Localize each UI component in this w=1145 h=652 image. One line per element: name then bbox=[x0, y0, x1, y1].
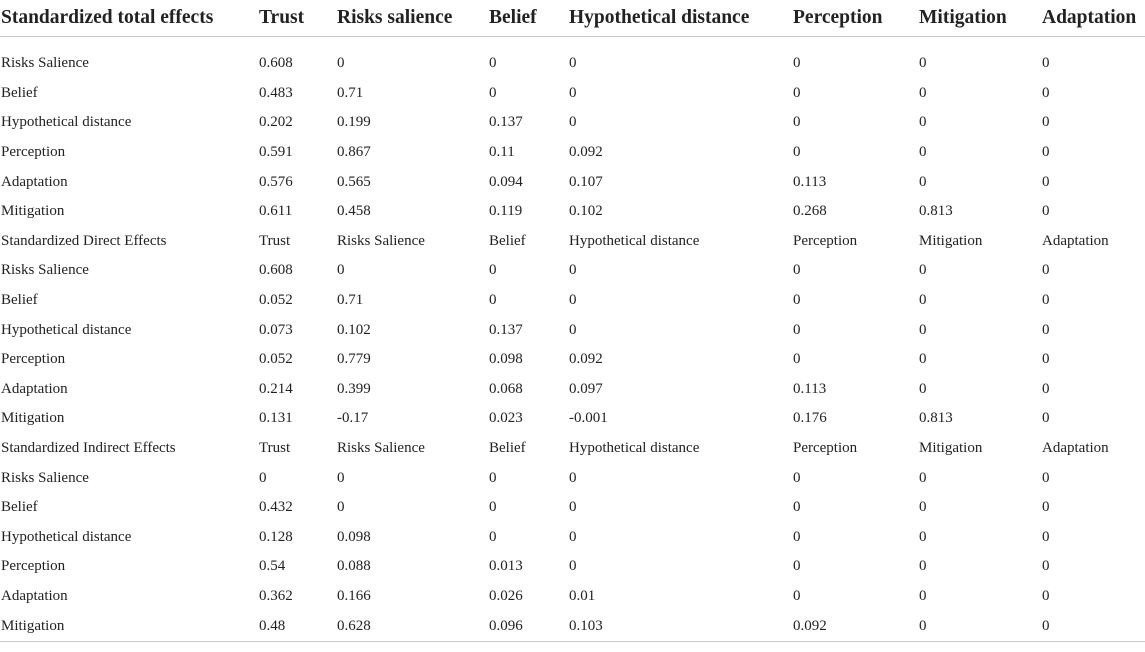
table-cell: 0.096 bbox=[488, 611, 568, 641]
table-cell: 0.202 bbox=[259, 114, 293, 131]
table-cell: Perception bbox=[793, 440, 858, 457]
table-cell: 0 bbox=[919, 144, 927, 161]
table-cell: 0 bbox=[569, 321, 577, 338]
table-cell: 0 bbox=[489, 469, 497, 486]
table-cell: 0 bbox=[919, 351, 927, 368]
table-cell: 0 bbox=[793, 469, 801, 486]
table-cell: 0.092 bbox=[792, 611, 918, 641]
table-cell: -0.17 bbox=[337, 410, 369, 427]
table-cell: Risks Salience bbox=[337, 440, 425, 457]
table-cell: 0 bbox=[569, 114, 577, 131]
table-cell: 0 bbox=[337, 55, 345, 72]
table-row bbox=[0, 404, 1145, 434]
table-cell: 0 bbox=[1042, 144, 1050, 161]
table-row bbox=[0, 138, 1145, 168]
table-cell: 0 bbox=[919, 528, 927, 545]
row-label-cell: Risks Salience bbox=[1, 55, 89, 72]
table-cell: 0 bbox=[919, 380, 927, 397]
row-label-cell: Hypothetical distance bbox=[1, 114, 132, 131]
table-row bbox=[0, 493, 1145, 523]
table-cell: 0.54 bbox=[259, 558, 286, 575]
table-row bbox=[0, 108, 1145, 138]
table-cell: 0.268 bbox=[793, 203, 827, 220]
table-row bbox=[0, 286, 1145, 316]
table-row bbox=[0, 256, 1145, 286]
table-cell: 0.611 bbox=[259, 203, 293, 220]
table-cell: 0 bbox=[1042, 380, 1050, 397]
table-row bbox=[0, 197, 1145, 227]
row-label-cell: Hypothetical distance bbox=[1, 321, 132, 338]
table-cell: 0 bbox=[337, 262, 345, 279]
table-cell: 0 bbox=[1042, 499, 1050, 516]
table-cell: 0 bbox=[1042, 173, 1050, 190]
row-label-cell: Mitigation bbox=[1, 410, 65, 427]
header-cell: Adaptation bbox=[1041, 0, 1145, 37]
table-cell: 0 bbox=[489, 292, 497, 309]
table-cell: 0 bbox=[1042, 528, 1050, 545]
table-cell: -0.001 bbox=[569, 410, 608, 427]
table-row bbox=[0, 167, 1145, 197]
row-label-cell: Belief bbox=[1, 292, 38, 309]
table-cell: 0.102 bbox=[337, 321, 371, 338]
table-cell: Hypothetical distance bbox=[569, 232, 700, 249]
table-cell: 0.399 bbox=[337, 380, 371, 397]
table-cell: 0.71 bbox=[337, 84, 364, 101]
table-cell: 0 bbox=[793, 321, 801, 338]
table-cell: 0 bbox=[1042, 558, 1050, 575]
table-cell: 0 bbox=[1042, 410, 1050, 427]
table-cell: 0 bbox=[1041, 611, 1145, 641]
row-label-cell: Adaptation bbox=[1, 173, 68, 190]
table-cell: 0 bbox=[259, 469, 267, 486]
table-cell: 0.71 bbox=[337, 292, 364, 309]
row-label-cell: Belief bbox=[1, 499, 38, 516]
row-label-cell: Risks Salience bbox=[1, 469, 89, 486]
table-cell: 0.098 bbox=[337, 528, 371, 545]
table-cell: 0 bbox=[793, 262, 801, 279]
table-cell: 0.166 bbox=[337, 587, 371, 604]
row-label-cell: Belief bbox=[1, 84, 38, 101]
table-cell: Mitigation bbox=[919, 232, 983, 249]
table-cell: 0.458 bbox=[337, 203, 371, 220]
row-label-cell: Adaptation bbox=[1, 380, 68, 397]
table-cell: 0 bbox=[793, 84, 801, 101]
table-cell: 0 bbox=[337, 469, 345, 486]
table-cell: 0 bbox=[1042, 321, 1050, 338]
table-cell: 0.026 bbox=[489, 587, 523, 604]
table-cell: 0 bbox=[569, 292, 577, 309]
table-cell: 0 bbox=[489, 499, 497, 516]
table-cell: Trust bbox=[259, 232, 291, 249]
table-cell: 0 bbox=[793, 55, 801, 72]
table-row bbox=[0, 463, 1145, 493]
table-cell: 0 bbox=[1042, 262, 1050, 279]
section-header-row bbox=[0, 434, 1145, 464]
table-cell: 0 bbox=[489, 528, 497, 545]
row-label-cell: Perception bbox=[1, 144, 66, 161]
table-cell: 0 bbox=[489, 262, 497, 279]
table-cell: 0 bbox=[569, 469, 577, 486]
table-row bbox=[0, 345, 1145, 375]
row-label-cell: Perception bbox=[1, 351, 66, 368]
header-cell: Standardized total effects bbox=[0, 0, 258, 37]
table-cell: 0.088 bbox=[337, 558, 371, 575]
table-cell: 0 bbox=[919, 114, 927, 131]
table-cell: 0.073 bbox=[259, 321, 293, 338]
table-body bbox=[0, 37, 1145, 642]
table-cell: Perception bbox=[793, 232, 858, 249]
table-cell: 0 bbox=[793, 499, 801, 516]
table-cell: Belief bbox=[489, 440, 526, 457]
table-cell: 0.119 bbox=[489, 203, 523, 220]
table-cell: 0.779 bbox=[337, 351, 371, 368]
table-cell: 0 bbox=[1042, 203, 1050, 220]
table-row bbox=[0, 552, 1145, 582]
table-cell: 0.813 bbox=[919, 203, 953, 220]
table-cell: 0 bbox=[919, 469, 927, 486]
table-cell: 0.483 bbox=[259, 84, 293, 101]
table-cell: 0.362 bbox=[259, 587, 293, 604]
table-cell: 0 bbox=[489, 55, 497, 72]
table-cell: Hypothetical distance bbox=[569, 440, 700, 457]
table-cell: Trust bbox=[259, 440, 291, 457]
table-cell: 0.102 bbox=[569, 203, 603, 220]
table-cell: 0.013 bbox=[489, 558, 523, 575]
header-cell: Hypothetical distance bbox=[568, 0, 792, 37]
table-cell: 0 bbox=[918, 611, 1041, 641]
spacer-row bbox=[0, 37, 1145, 50]
table-cell: 0.591 bbox=[259, 144, 293, 161]
table-cell: 0 bbox=[919, 84, 927, 101]
table-cell: 0 bbox=[919, 558, 927, 575]
table-cell: Risks Salience bbox=[337, 232, 425, 249]
table-cell: 0 bbox=[919, 292, 927, 309]
table-cell: 0 bbox=[1042, 351, 1050, 368]
table-cell: 0 bbox=[919, 587, 927, 604]
table-cell: 0 bbox=[919, 173, 927, 190]
table-cell: 0 bbox=[569, 84, 577, 101]
table-cell: 0 bbox=[1042, 55, 1050, 72]
table-row bbox=[0, 79, 1145, 109]
row-label-cell: Adaptation bbox=[1, 587, 68, 604]
table-cell: 0 bbox=[569, 55, 577, 72]
table-cell: 0 bbox=[1042, 469, 1050, 486]
row-label-cell: Perception bbox=[1, 558, 66, 575]
section-header-row bbox=[0, 227, 1145, 257]
table-cell: 0.131 bbox=[259, 410, 293, 427]
table-cell: 0 bbox=[569, 262, 577, 279]
table-cell: 0.023 bbox=[489, 410, 523, 427]
table-cell: Adaptation bbox=[1042, 232, 1109, 249]
table-cell: 0 bbox=[1042, 587, 1050, 604]
table-cell: 0.608 bbox=[259, 55, 293, 72]
table-cell: 0.098 bbox=[489, 351, 523, 368]
table-row bbox=[0, 523, 1145, 553]
table-cell: Adaptation bbox=[1042, 440, 1109, 457]
table-cell: 0 bbox=[569, 499, 577, 516]
table-cell: Belief bbox=[489, 232, 526, 249]
table-cell: 0.813 bbox=[919, 410, 953, 427]
table-row bbox=[0, 375, 1145, 405]
table-cell: 0 bbox=[919, 262, 927, 279]
table-cell: 0.48 bbox=[258, 611, 336, 641]
table-cell: 0 bbox=[569, 528, 577, 545]
table-cell: 0.107 bbox=[569, 173, 603, 190]
table-cell: 0.137 bbox=[489, 114, 523, 131]
table-cell: 0.199 bbox=[337, 114, 371, 131]
table-cell: 0.432 bbox=[259, 499, 293, 516]
table-cell: 0.092 bbox=[569, 144, 603, 161]
table-cell: Mitigation bbox=[919, 440, 983, 457]
table-cell: 0 bbox=[489, 84, 497, 101]
table-cell: 0 bbox=[793, 144, 801, 161]
table-cell: 0.052 bbox=[259, 292, 293, 309]
table-cell: 0 bbox=[337, 499, 345, 516]
table-cell: 0 bbox=[919, 499, 927, 516]
table-cell: 0.094 bbox=[489, 173, 523, 190]
table-cell: 0.092 bbox=[569, 351, 603, 368]
row-label-cell: Standardized Direct Effects bbox=[1, 232, 167, 249]
table-cell: 0 bbox=[793, 528, 801, 545]
row-label-cell: Mitigation bbox=[1, 203, 65, 220]
table-cell: 0 bbox=[919, 321, 927, 338]
row-label-cell: Mitigation bbox=[0, 611, 258, 641]
table-cell: 0.113 bbox=[793, 380, 827, 397]
row-label-cell: Hypothetical distance bbox=[1, 528, 132, 545]
header-cell: Trust bbox=[258, 0, 336, 37]
table-row bbox=[0, 611, 1145, 641]
table-cell: 0.052 bbox=[259, 351, 293, 368]
row-label-cell: Standardized Indirect Effects bbox=[1, 440, 176, 457]
table-cell: 0.608 bbox=[259, 262, 293, 279]
table-cell: 0 bbox=[793, 114, 801, 131]
table-cell: 0.628 bbox=[336, 611, 488, 641]
table-cell: 0 bbox=[569, 558, 577, 575]
table-cell: 0 bbox=[1042, 84, 1050, 101]
table-cell: 0.576 bbox=[259, 173, 293, 190]
table-cell: 0 bbox=[919, 55, 927, 72]
header-cell: Perception bbox=[792, 0, 918, 37]
table-cell: 0 bbox=[1042, 114, 1050, 131]
table-cell: 0 bbox=[793, 558, 801, 575]
table-header-row bbox=[0, 0, 1145, 37]
table-cell: 0 bbox=[793, 587, 801, 604]
table-cell: 0.137 bbox=[489, 321, 523, 338]
table-cell: 0.097 bbox=[569, 380, 603, 397]
table-cell: 0.214 bbox=[259, 380, 293, 397]
table-row bbox=[0, 582, 1145, 612]
table-cell: 0.128 bbox=[259, 528, 293, 545]
table-cell: 0 bbox=[793, 292, 801, 309]
table-cell: 0.068 bbox=[489, 380, 523, 397]
table-cell: 0.176 bbox=[793, 410, 827, 427]
table-cell: 0.01 bbox=[569, 587, 596, 604]
table-cell: 0.113 bbox=[793, 173, 827, 190]
header-cell: Risks salience bbox=[336, 0, 488, 37]
table-cell: 0 bbox=[793, 351, 801, 368]
table-row bbox=[0, 315, 1145, 345]
row-label-cell: Risks Salience bbox=[1, 262, 89, 279]
table-cell: 0 bbox=[1042, 292, 1050, 309]
table-cell: 0.103 bbox=[568, 611, 792, 641]
header-cell: Mitigation bbox=[918, 0, 1041, 37]
header-cell: Belief bbox=[488, 0, 568, 37]
table-cell: 0.11 bbox=[489, 144, 515, 161]
spacer-cell bbox=[0, 37, 1145, 50]
table-cell: 0.565 bbox=[337, 173, 371, 190]
table-row bbox=[0, 49, 1145, 79]
table-cell: 0.867 bbox=[337, 144, 371, 161]
